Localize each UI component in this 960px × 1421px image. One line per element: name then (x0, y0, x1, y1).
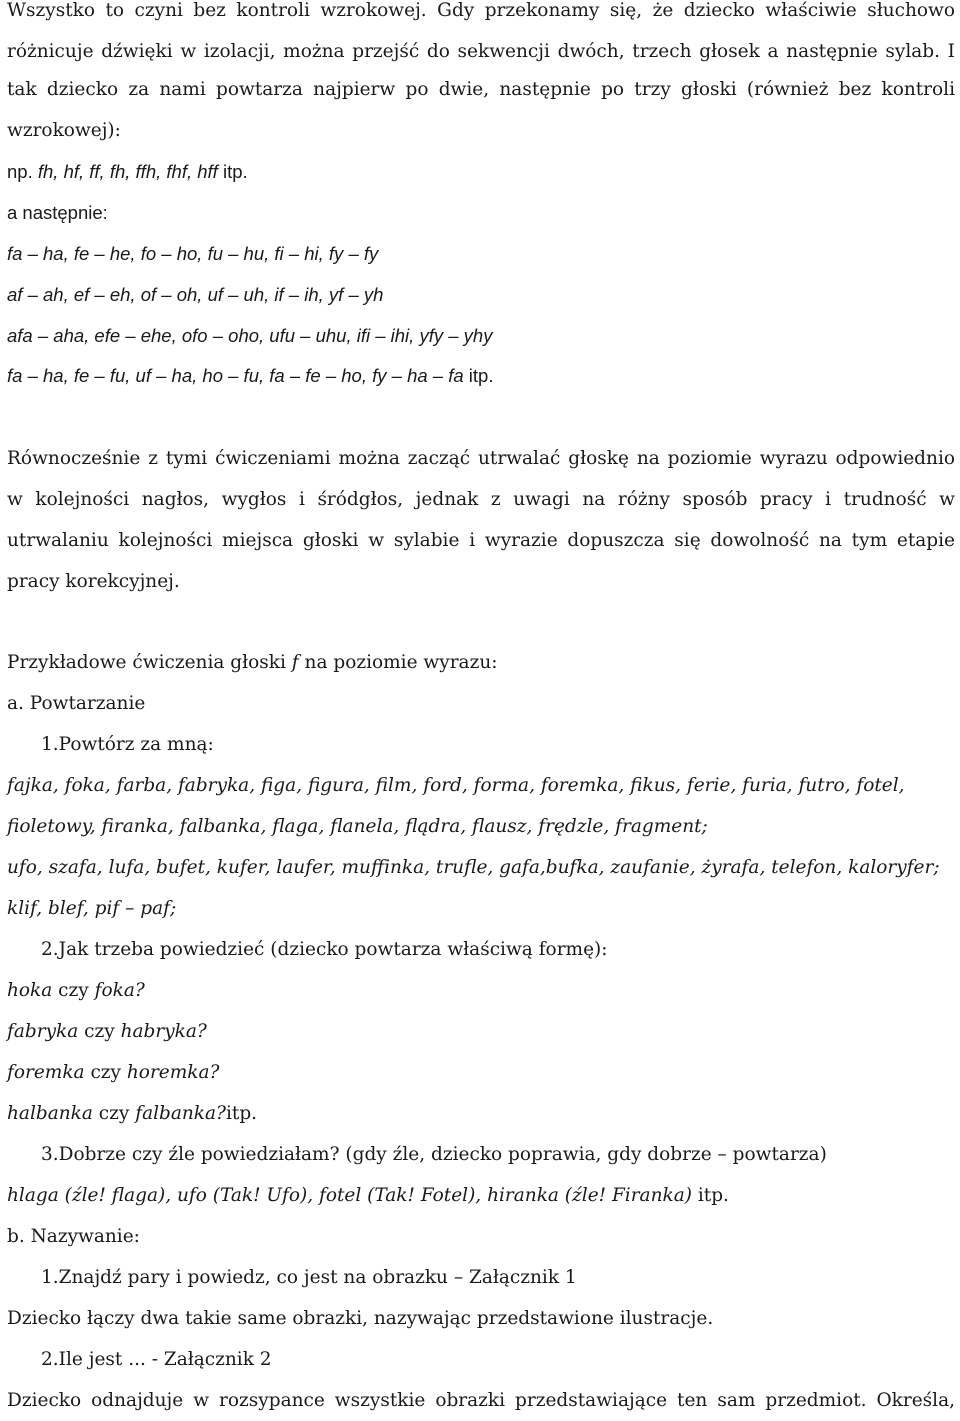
exercise-3-text: hlaga (źle! flaga), ufo (Tak! Ufo), fotel (Tak! Fotel), hiranka (źle! Firanka) (7, 1185, 692, 1206)
syllable-row-4-suffix: itp. (468, 365, 494, 386)
paragraph-2-line-3: utrwalaniu kolejności miejsca głoski w sylabie i wyrazie dopuszcza się dowolność na tym etapie (7, 530, 955, 551)
pair-4 (7, 1093, 257, 1134)
pair-1 (7, 970, 145, 1011)
syllable-row-2: af – ah, ef – eh, of – oh, uf – uh, if – ih, yf – yh (7, 284, 384, 305)
example-items: fh, hf, ff, fh, ffh, fhf, hff (37, 161, 218, 182)
paragraph-1-line-4: wzrokowej): (7, 120, 121, 141)
pair-2 (7, 1011, 207, 1052)
pair-suffix: itp. (225, 1103, 258, 1124)
examples-heading-after: na poziomie wyrazu: (304, 652, 498, 673)
paragraph-1-line-3: tak dziecko za nami powtarza najpierw po dwie, następnie po trzy głoski (również bez kontroli (7, 79, 955, 100)
example-suffix: itp. (222, 161, 248, 182)
exercise-b2-line: Dziecko odnajduje w rozsypance wszystkie obrazki przedstawiające ten sam przedmiot. Określa, (7, 1390, 955, 1411)
word-list-line-4: klif, blef, pif – paf; (7, 898, 177, 919)
exercise-2-title: 2.Jak trzeba powiedzieć (dziecko powtarza właściwą formę): (41, 939, 608, 960)
pair-word-b: falbanka? (135, 1103, 226, 1124)
pair-connector: czy (92, 1103, 136, 1124)
pair-connector: czy (78, 1021, 121, 1042)
example-prefix: np. (7, 161, 33, 182)
word-list-line-2: fioletowy, firanka, falbanka, flaga, flanela, flądra, flausz, frędzle, fragment; (7, 816, 708, 837)
examples-heading-letter: f (291, 652, 299, 673)
example-sequence (7, 151, 248, 192)
examples-heading-before: Przykładowe ćwiczenia głoski (7, 652, 286, 673)
exercise-3-line (7, 1175, 729, 1216)
exercise-1-title: 1.Powtórz za mną: (41, 734, 214, 755)
syllable-row-1: fa – ha, fe – he, fo – ho, fu – hu, fi – hi, fy – fy (7, 243, 379, 264)
section-a-heading: a. Powtarzanie (7, 693, 146, 714)
paragraph-2-line-4: pracy korekcyjnej. (7, 571, 180, 592)
syllable-row-4 (7, 355, 493, 396)
exercise-3-title: 3.Dobrze czy źle powiedziałam? (gdy źle, dziecko poprawia, gdy dobrze – powtarza) (41, 1144, 827, 1165)
word-list-line-3: ufo, szafa, lufa, bufet, kufer, laufer, muffinka, trufle, gafa,bufka, zaufanie, żyrafa, telefon, kaloryfer; (7, 857, 940, 878)
pair-3 (7, 1052, 219, 1093)
section-b-heading: b. Nazywanie: (7, 1226, 140, 1247)
paragraph-1-line-1: Wszystko to czyni bez kontroli wzrokowej. Gdy przekonamy się, że dziecko właściwie słuchowo (7, 0, 955, 21)
paragraph-1-line-2: różnicuje dźwięki w izolacji, można przejść do sekwencji dwóch, trzech głosek a następnie sylab. I (7, 41, 955, 62)
pair-word-a: halbanka (7, 1103, 93, 1124)
paragraph-2-line-2: w kolejności nagłos, wygłos i śródgłos, jednak z uwagi na różny sposób pracy i trudność w (7, 489, 955, 510)
syllable-row-4-text: fa – ha, fe – fu, uf – ha, ho – fu, fa – fe – ho, fy – ha – fa (7, 365, 464, 386)
syllable-row-3: afa – aha, efe – ehe, ofo – oho, ufu – uhu, ifi – ihi, yfy – yhy (7, 325, 493, 346)
pair-word-b: habryka? (120, 1021, 207, 1042)
then-label: a następnie: (7, 202, 108, 223)
exercise-b2-title: 2.Ile jest ... - Załącznik 2 (41, 1349, 272, 1370)
exercise-3-suffix: itp. (697, 1185, 729, 1206)
pair-word-a: hoka (7, 980, 53, 1001)
exercise-b1-line: Dziecko łączy dwa takie same obrazki, nazywając przedstawione ilustracje. (7, 1308, 714, 1329)
word-list-line-1: fajka, foka, farba, fabryka, figa, figura, film, ford, forma, foremka, fikus, ferie, furia, futro, fotel, (7, 775, 905, 796)
pair-word-b: foka? (94, 980, 145, 1001)
pair-word-b: horemka? (126, 1062, 220, 1083)
pair-connector: czy (52, 980, 95, 1001)
pair-word-a: foremka (7, 1062, 85, 1083)
pair-connector: czy (84, 1062, 127, 1083)
pair-word-a: fabryka (7, 1021, 79, 1042)
examples-heading (7, 642, 497, 683)
exercise-b1-title: 1.Znajdź pary i powiedz, co jest na obrazku – Załącznik 1 (41, 1267, 577, 1288)
paragraph-2-line-1: Równocześnie z tymi ćwiczeniami można zacząć utrwalać głoskę na poziomie wyrazu odpowiednio (7, 448, 955, 469)
